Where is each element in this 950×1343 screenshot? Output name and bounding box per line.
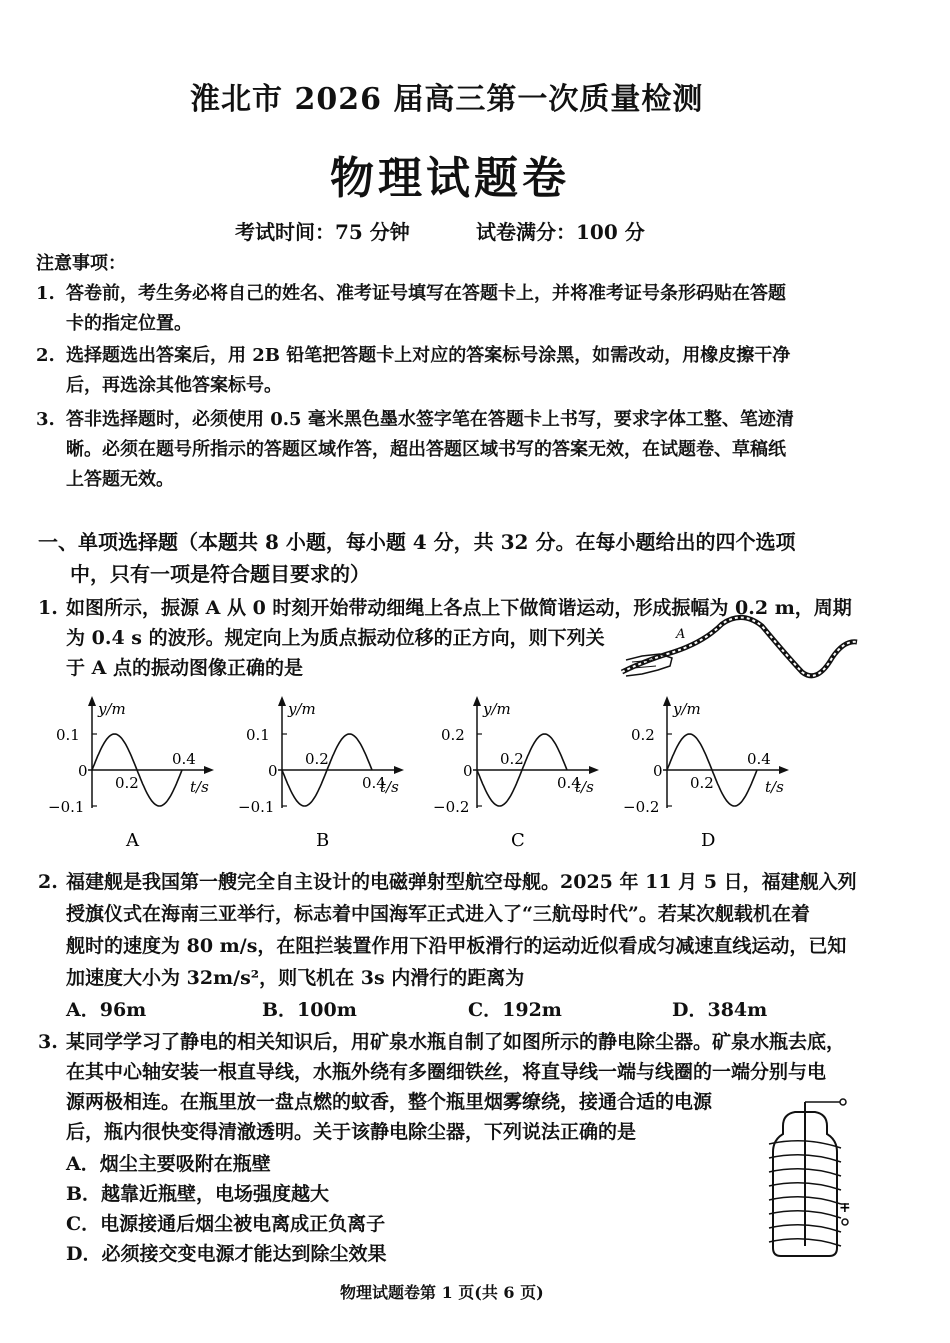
origin-label: 0 <box>78 762 88 780</box>
y-tick-negative: −0.2 <box>623 798 660 816</box>
time-tick-half-period: 0.2 <box>690 774 714 792</box>
y-tick-negative: −0.2 <box>433 798 470 816</box>
q3-line3: 源两极相连。在瓶里放一盘点燃的蚊香，整个瓶里烟雾缭绕，接通合适的电源 <box>66 1091 713 1113</box>
time-tick-period: 0.4 <box>362 774 386 792</box>
q2-option-c[interactable]: C．192m <box>468 999 562 1021</box>
q3-option-c[interactable]: C．电源接通后烟尘被电离成正负离子 <box>66 1213 386 1235</box>
rope-source-label: A <box>676 627 686 642</box>
graph-a[interactable] <box>48 696 214 851</box>
x-axis-arrow <box>204 766 214 774</box>
time-tick-half-period: 0.2 <box>115 774 139 792</box>
y-tick-positive: 0.2 <box>441 726 465 744</box>
note-3-line3: 上答题无效。 <box>66 469 174 490</box>
y-axis-label: y/m <box>98 700 126 718</box>
x-axis-label: t/s <box>765 778 784 796</box>
q1-line3: 于 A 点的振动图像正确的是 <box>66 657 303 679</box>
time-tick-half-period: 0.2 <box>305 750 329 768</box>
exam-time: 考试时间：75 分钟 <box>235 220 410 244</box>
x-axis-arrow <box>589 766 599 774</box>
q2-line3: 舰时的速度为 80 m/s，在阻拦装置作用下沿甲板滑行的运动近似看成匀减速直线运动，已知 <box>66 935 847 957</box>
section1-line1: 一、单项选择题（本题共 8 小题，每小题 4 分，共 32 分。在每小题给出的四个选项 <box>38 530 796 554</box>
y-tick-negative: −0.1 <box>238 798 275 816</box>
q2-number: 2. <box>38 871 58 893</box>
y-tick-positive: 0.2 <box>631 726 655 744</box>
y-axis-label: y/m <box>673 700 701 718</box>
q2-line4: 加速度大小为 32m/s²，则飞机在 3s 内滑行的距离为 <box>66 967 525 989</box>
y-tick-negative: −0.1 <box>48 798 85 816</box>
graph-option-label: D <box>701 830 716 851</box>
time-tick-period: 0.4 <box>172 750 196 768</box>
y-tick-positive: 0.1 <box>56 726 80 744</box>
paper-title: 物理试题卷 <box>330 153 570 204</box>
q2-option-d[interactable]: D．384m <box>672 999 768 1021</box>
graph-option-label: B <box>316 830 330 851</box>
q2-option-a[interactable]: A．96m <box>66 999 147 1021</box>
origin-label: 0 <box>463 762 473 780</box>
notes-heading: 注意事项： <box>36 253 126 274</box>
q3-line2: 在其中心轴安装一根直导线，水瓶外绕有多圈细铁丝，将直导线一端与线圈的一端分别与电 <box>66 1061 827 1083</box>
note-1-line2: 卡的指定位置。 <box>66 313 192 334</box>
x-axis-label: t/s <box>380 778 399 796</box>
rope-wave-figure <box>612 614 862 694</box>
time-tick-period: 0.4 <box>557 774 581 792</box>
q1-line2: 为 0.4 s 的波形。规定向上为质点振动位移的正方向，则下列关 <box>66 627 605 649</box>
note-2-num: 2. <box>36 345 55 366</box>
x-axis-label: t/s <box>575 778 594 796</box>
q2-line2: 授旗仪式在海南三亚举行，标志着中国海军正式进入了“三航母时代”。若某次舰载机在着 <box>66 903 810 925</box>
q3-line1: 某同学学习了静电的相关知识后，用矿泉水瓶自制了如图所示的静电除尘器。矿泉水瓶去底， <box>66 1031 846 1053</box>
graph-c[interactable] <box>433 696 599 851</box>
q3-line4: 后，瓶内很快变得清澈透明。关于该静电除尘器，下列说法正确的是 <box>66 1121 637 1143</box>
y-axis-label: y/m <box>288 700 316 718</box>
q3-option-a[interactable]: A．烟尘主要吸附在瓶壁 <box>66 1153 271 1175</box>
q2-line1: 福建舰是我国第一艘完全自主设计的电磁弹射型航空母舰。2025 年 11 月 5 日，福建舰入列 <box>66 871 857 893</box>
origin-label: 0 <box>268 762 278 780</box>
note-1-line1: 答卷前，考生务必将自己的姓名、准考证号填写在答题卡上，并将准考证号条形码贴在答题 <box>66 283 786 304</box>
x-axis-arrow <box>394 766 404 774</box>
full-score: 试卷满分：100 分 <box>476 220 645 244</box>
note-1-num: 1. <box>36 283 55 304</box>
y-axis-arrow <box>663 696 671 706</box>
note-3-line2: 晰。必须在题号所指示的答题区域作答，超出答题区域书写的答案无效，在试题卷、草稿纸 <box>66 439 786 460</box>
x-axis-label: t/s <box>190 778 209 796</box>
section1-line2: 中，只有一项是符合题目要求的） <box>70 562 370 586</box>
page-footer: 物理试题卷第 1 页(共 6 页) <box>340 1283 544 1302</box>
q2-option-b[interactable]: B．100m <box>262 999 357 1021</box>
note-2-line2: 后，再选涂其他答案标号。 <box>66 375 282 396</box>
y-axis-arrow <box>88 696 96 706</box>
q1-line1: 如图所示，振源 A 从 0 时刻开始带动细绳上各点上下做简谐运动，形成振幅为 0.2 m，周期 <box>66 597 852 619</box>
x-axis-arrow <box>779 766 789 774</box>
graph-b[interactable] <box>238 696 404 851</box>
y-axis-arrow <box>278 696 286 706</box>
q3-number: 3. <box>38 1031 58 1053</box>
graph-d[interactable] <box>623 696 789 851</box>
note-3-line1: 答非选择题时，必须使用 0.5 毫米黑色墨水签字笔在答题卡上书写，要求字体工整、笔迹清 <box>66 409 794 430</box>
exam-title: 淮北市 2026 届高三第一次质量检测 <box>190 82 704 117</box>
origin-label: 0 <box>653 762 663 780</box>
y-axis-arrow <box>473 696 481 706</box>
graph-option-label: C <box>511 830 525 851</box>
note-3-num: 3. <box>36 409 55 430</box>
y-axis-label: y/m <box>483 700 511 718</box>
note-2-line1: 选择题选出答案后，用 2B 铅笔把答题卡上对应的答案标号涂黑，如需改动，用橡皮擦干净 <box>66 345 791 366</box>
terminal-plus: + <box>839 1200 851 1216</box>
electrostatic-precipitator-figure <box>755 1096 865 1266</box>
q3-option-d[interactable]: D．必须接交变电源才能达到除尘效果 <box>66 1243 387 1265</box>
time-tick-half-period: 0.2 <box>500 750 524 768</box>
graphs-row <box>40 688 810 858</box>
graph-option-label: A <box>126 830 139 851</box>
time-tick-period: 0.4 <box>747 750 771 768</box>
q1-number: 1. <box>38 597 58 619</box>
q3-option-b[interactable]: B．越靠近瓶壁，电场强度越大 <box>66 1183 330 1205</box>
y-tick-positive: 0.1 <box>246 726 270 744</box>
